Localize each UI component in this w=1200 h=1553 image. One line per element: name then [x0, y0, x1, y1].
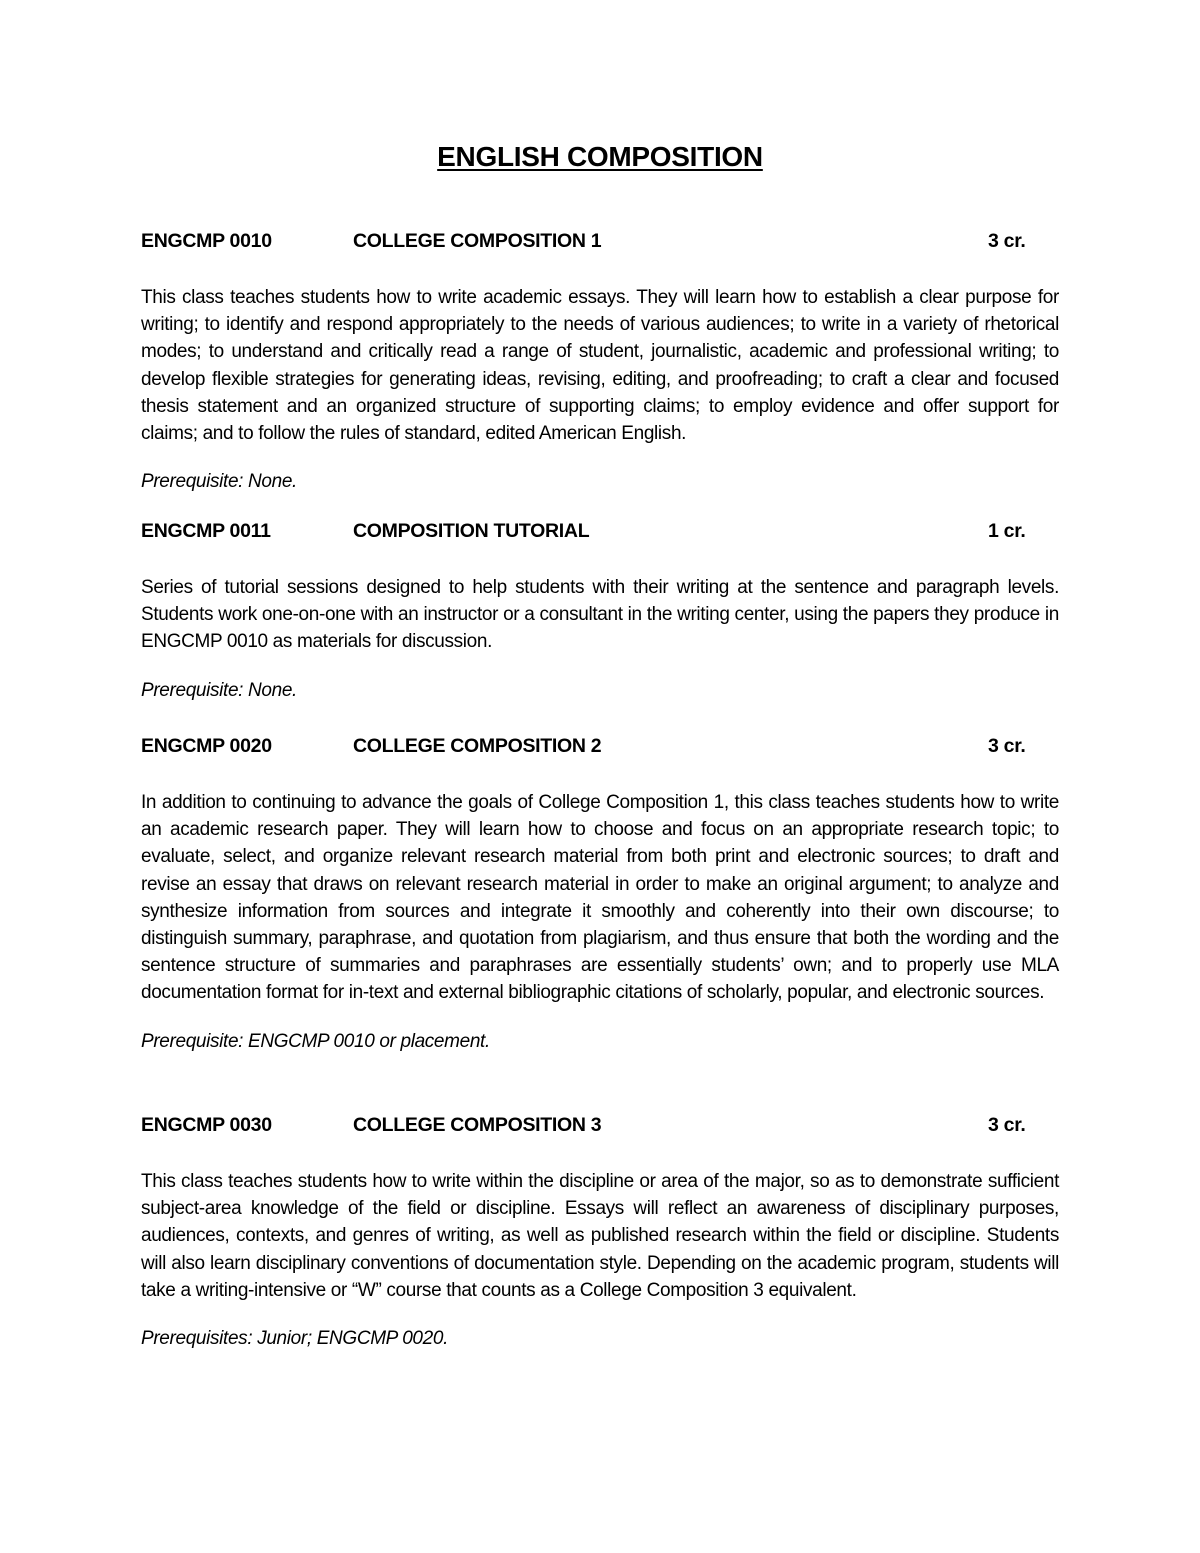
course-engcmp-0030 [141, 1114, 1059, 1352]
course-credits: 1 cr. [988, 520, 1026, 542]
course-code: ENGCMP 0011 [141, 520, 271, 542]
course-code: ENGCMP 0010 [141, 230, 272, 252]
course-prerequisite: Prerequisite: None. [141, 679, 297, 701]
course-code: ENGCMP 0020 [141, 735, 272, 757]
course-engcmp-0010 [141, 230, 1059, 495]
course-prerequisite: Prerequisites: Junior; ENGCMP 0020. [141, 1328, 449, 1350]
course-description: Series of tutorial sessions designed to help students with their writing at the sentence and paragraph levels. Students work one-on-one with an instructor or a consultant in the writing center, using the papers they produce in ENGCMP 0010 as materials for discussion. [141, 577, 1059, 653]
course-engcmp-0011 [141, 520, 1059, 704]
course-credits: 3 cr. [988, 230, 1026, 252]
course-description: In addition to continuing to advance the goals of College Composition 1, this class teaches students how to write an academic research paper. They will learn how to choose and focus on an appropriate research topic; to evaluate, select, and organize relevant research material from both print and electronic sources; to draft and revise an essay that draws on relevant research material in order to make an original argument; to analyze and synthesize information from sources and integrate it smoothly and coherently into their own discourse; to distinguish summary, paraphrase, and quotation from plagiarism, and thus ensure that both the wording and the sentence structure of summaries and paraphrases are essentially students’ own; and to properly use MLA documentation format for in-text and external bibliographic citations of scholarly, popular, and electronic sources. [141, 792, 1059, 1004]
course-header [141, 230, 1059, 258]
course-header [141, 1114, 1059, 1142]
course-code: ENGCMP 0030 [141, 1114, 272, 1136]
course-header [141, 735, 1059, 763]
course-prerequisite: Prerequisite: None. [141, 471, 297, 493]
course-description: This class teaches students how to write academic essays. They will learn how to establish a clear purpose for writing; to identify and respond appropriately to the needs of various audiences; to write in a variety of rhetorical modes; to understand and critically read a range of student, journalistic, academic and professional writing; to develop flexible strategies for generating ideas, revising, editing, and proofreading; to craft a clear and focused thesis statement and an organized structure of supporting claims; to employ evidence and offer support for claims; and to follow the rules of standard, edited American English. [141, 287, 1059, 445]
course-name: COMPOSITION TUTORIAL [353, 520, 590, 542]
course-name: COLLEGE COMPOSITION 3 [353, 1114, 602, 1136]
course-engcmp-0020 [141, 735, 1059, 1055]
course-name: COLLEGE COMPOSITION 1 [353, 230, 602, 252]
course-name: COLLEGE COMPOSITION 2 [353, 735, 602, 757]
document-title: ENGLISH COMPOSITION [437, 141, 763, 172]
course-header [141, 520, 1059, 548]
course-description: This class teaches students how to write within the discipline or area of the major, so as to demonstrate sufficient subject-area knowledge of the field or discipline. Essays will reflect an awareness of disciplinary purposes, audiences, contexts, and genres of writing, as well as published research within the field or discipline. Students will also learn disciplinary conventions of documentation style. Depending on the academic program, students will take a writing-intensive or “W” course that counts as a College Composition 3 equivalent. [141, 1171, 1059, 1301]
course-credits: 3 cr. [988, 735, 1026, 757]
course-credits: 3 cr. [988, 1114, 1026, 1136]
course-prerequisite: Prerequisite: ENGCMP 0010 or placement. [141, 1030, 490, 1052]
